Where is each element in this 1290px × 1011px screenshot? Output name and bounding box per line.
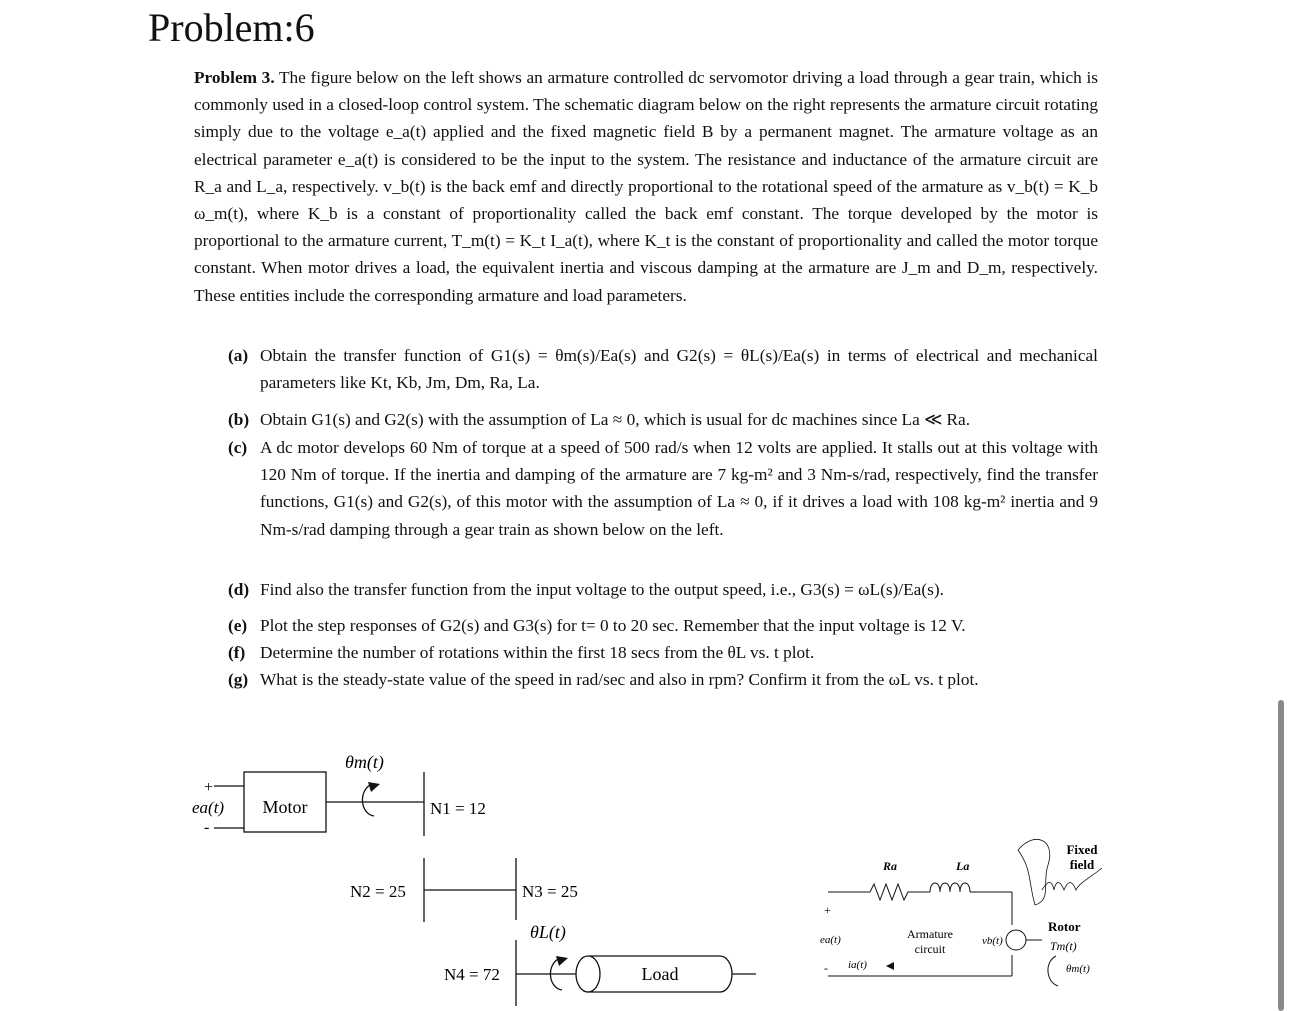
fixed-label: Fixed: [1066, 842, 1098, 857]
part-label: (f): [228, 643, 246, 662]
load-rotation-arrowhead-icon: [556, 956, 568, 966]
motor-label: Motor: [262, 797, 308, 817]
load-cylinder-end: [576, 956, 600, 992]
inductor-icon: [930, 883, 970, 892]
plus-sign: +: [824, 903, 831, 917]
gear-train-figure: [190, 740, 760, 1011]
rotation-arrowhead-icon: [368, 782, 380, 792]
part-text: Plot the step responses of G2(s) and G3(s) for t= 0 to 20 sec. Remember that the input voltage is 12 V.: [260, 616, 966, 635]
rotor-label: Rotor: [1048, 919, 1081, 934]
theta-m-arrow-icon: [1048, 956, 1058, 986]
part-label: (d): [228, 580, 250, 599]
part-text: What is the steady-state value of the speed in rad/sec and also in rpm? Confirm it from the ωL vs. t plot.: [260, 670, 979, 689]
theta-l-label: θL(t): [530, 922, 566, 942]
circuit-label: circuit: [914, 942, 946, 956]
theta-m-label: θm(t): [345, 752, 384, 772]
part-label: (b): [228, 410, 250, 429]
rotor-icon: [1006, 930, 1026, 950]
load-label: Load: [641, 964, 679, 984]
part-text: A dc motor develops 60 Nm of torque at a speed of 500 rad/s when 12 volts are applied. It stalls out at this voltage with 120 Nm of torque. If the inertia and damping of the armature are 7 kg-m² and 3 Nm-s/rad, respectively, find the transfer functions, G1(s) and G2(s), of this motor with the assumption of La ≈ 0, if it drives a load with 108 kg-m² inertia and 9 Nm-s/rad damping through a gear train as shown below on the left.: [260, 438, 1098, 539]
page-title: Problem:6: [148, 5, 315, 50]
ia-label: ia(t): [848, 959, 867, 971]
part-text: Obtain G1(s) and G2(s) with the assumption of La ≈ 0, which is usual for dc machines since La ≪ Ra.: [260, 410, 971, 429]
part-label: (e): [228, 616, 248, 635]
field-sketch-icon: [1018, 839, 1050, 905]
la-label: La: [956, 859, 970, 873]
n3-label: N3 = 25: [522, 882, 578, 901]
part-label: (a): [228, 346, 249, 365]
part-label: (c): [228, 438, 248, 457]
theta-m-label: θm(t): [1066, 963, 1090, 975]
n2-label: N2 = 25: [350, 882, 406, 901]
vertical-scrollbar[interactable]: [1270, 690, 1290, 1011]
minus-sign: -: [824, 961, 828, 975]
field-label: field: [1069, 857, 1095, 872]
armature-label: Armature: [907, 927, 953, 941]
part-label: (g): [228, 670, 249, 689]
resistor-icon: [870, 884, 920, 900]
scrollbar-thumb[interactable]: [1278, 700, 1284, 1011]
tm-label: Tm(t): [1050, 939, 1077, 953]
plus-sign: +: [204, 779, 214, 796]
part-text: Determine the number of rotations within the first 18 secs from the θL vs. t plot.: [260, 643, 815, 662]
n1-label: N1 = 12: [430, 799, 486, 818]
vb-label: vb(t): [982, 935, 1003, 947]
input-voltage-label: ea(t): [192, 798, 225, 817]
current-arrow-icon: [886, 962, 894, 970]
part-text: Obtain the transfer function of G1(s) = θm(s)/Ea(s) and G2(s) = θL(s)/Ea(s) in terms of electrical and mechanical parameters like Kt, Kb, Jm, Dm, Ra, La.: [260, 346, 1098, 393]
n4-label: N4 = 72: [444, 965, 500, 984]
ra-label: Ra: [883, 859, 898, 873]
problem-statement: [194, 64, 1098, 309]
part-text: Find also the transfer function from the input voltage to the output speed, i.e., G3(s) = ωL(s)/Ea(s).: [260, 580, 944, 599]
ea-label: ea(t): [820, 934, 841, 946]
armature-circuit-figure: [790, 810, 1140, 1010]
minus-sign: -: [204, 819, 210, 836]
problem-paragraph: The figure below on the left shows an armature controlled dc servomotor driving a load through a gear train, which is commonly used in a closed-loop control system. The schematic diagram below on the right represents the armature circuit rotating simply due to the voltage e_a(t) applied and the fixed magnetic field B by a permanent magnet. The armature voltage as an electrical parameter e_a(t) is considered to be the input to the system. The resistance and inductance of the armature circuit are R_a and L_a, respectively. v_b(t) is the back emf and directly proportional to the rotational speed of the armature as v_b(t) = K_b ω_m(t), where K_b is a constant of proportionality called the back emf constant. The torque developed by the motor is proportional to the armature current, T_m(t) = K_t I_a(t), where K_t is the constant of proportionality and called the motor torque constant. When motor drives a load, the equivalent inertia and viscous damping at the armature are J_m and D_m, respectively. These entities include the corresponding armature and load parameters.: [194, 68, 1098, 305]
problem-label: Problem 3.: [194, 68, 275, 87]
